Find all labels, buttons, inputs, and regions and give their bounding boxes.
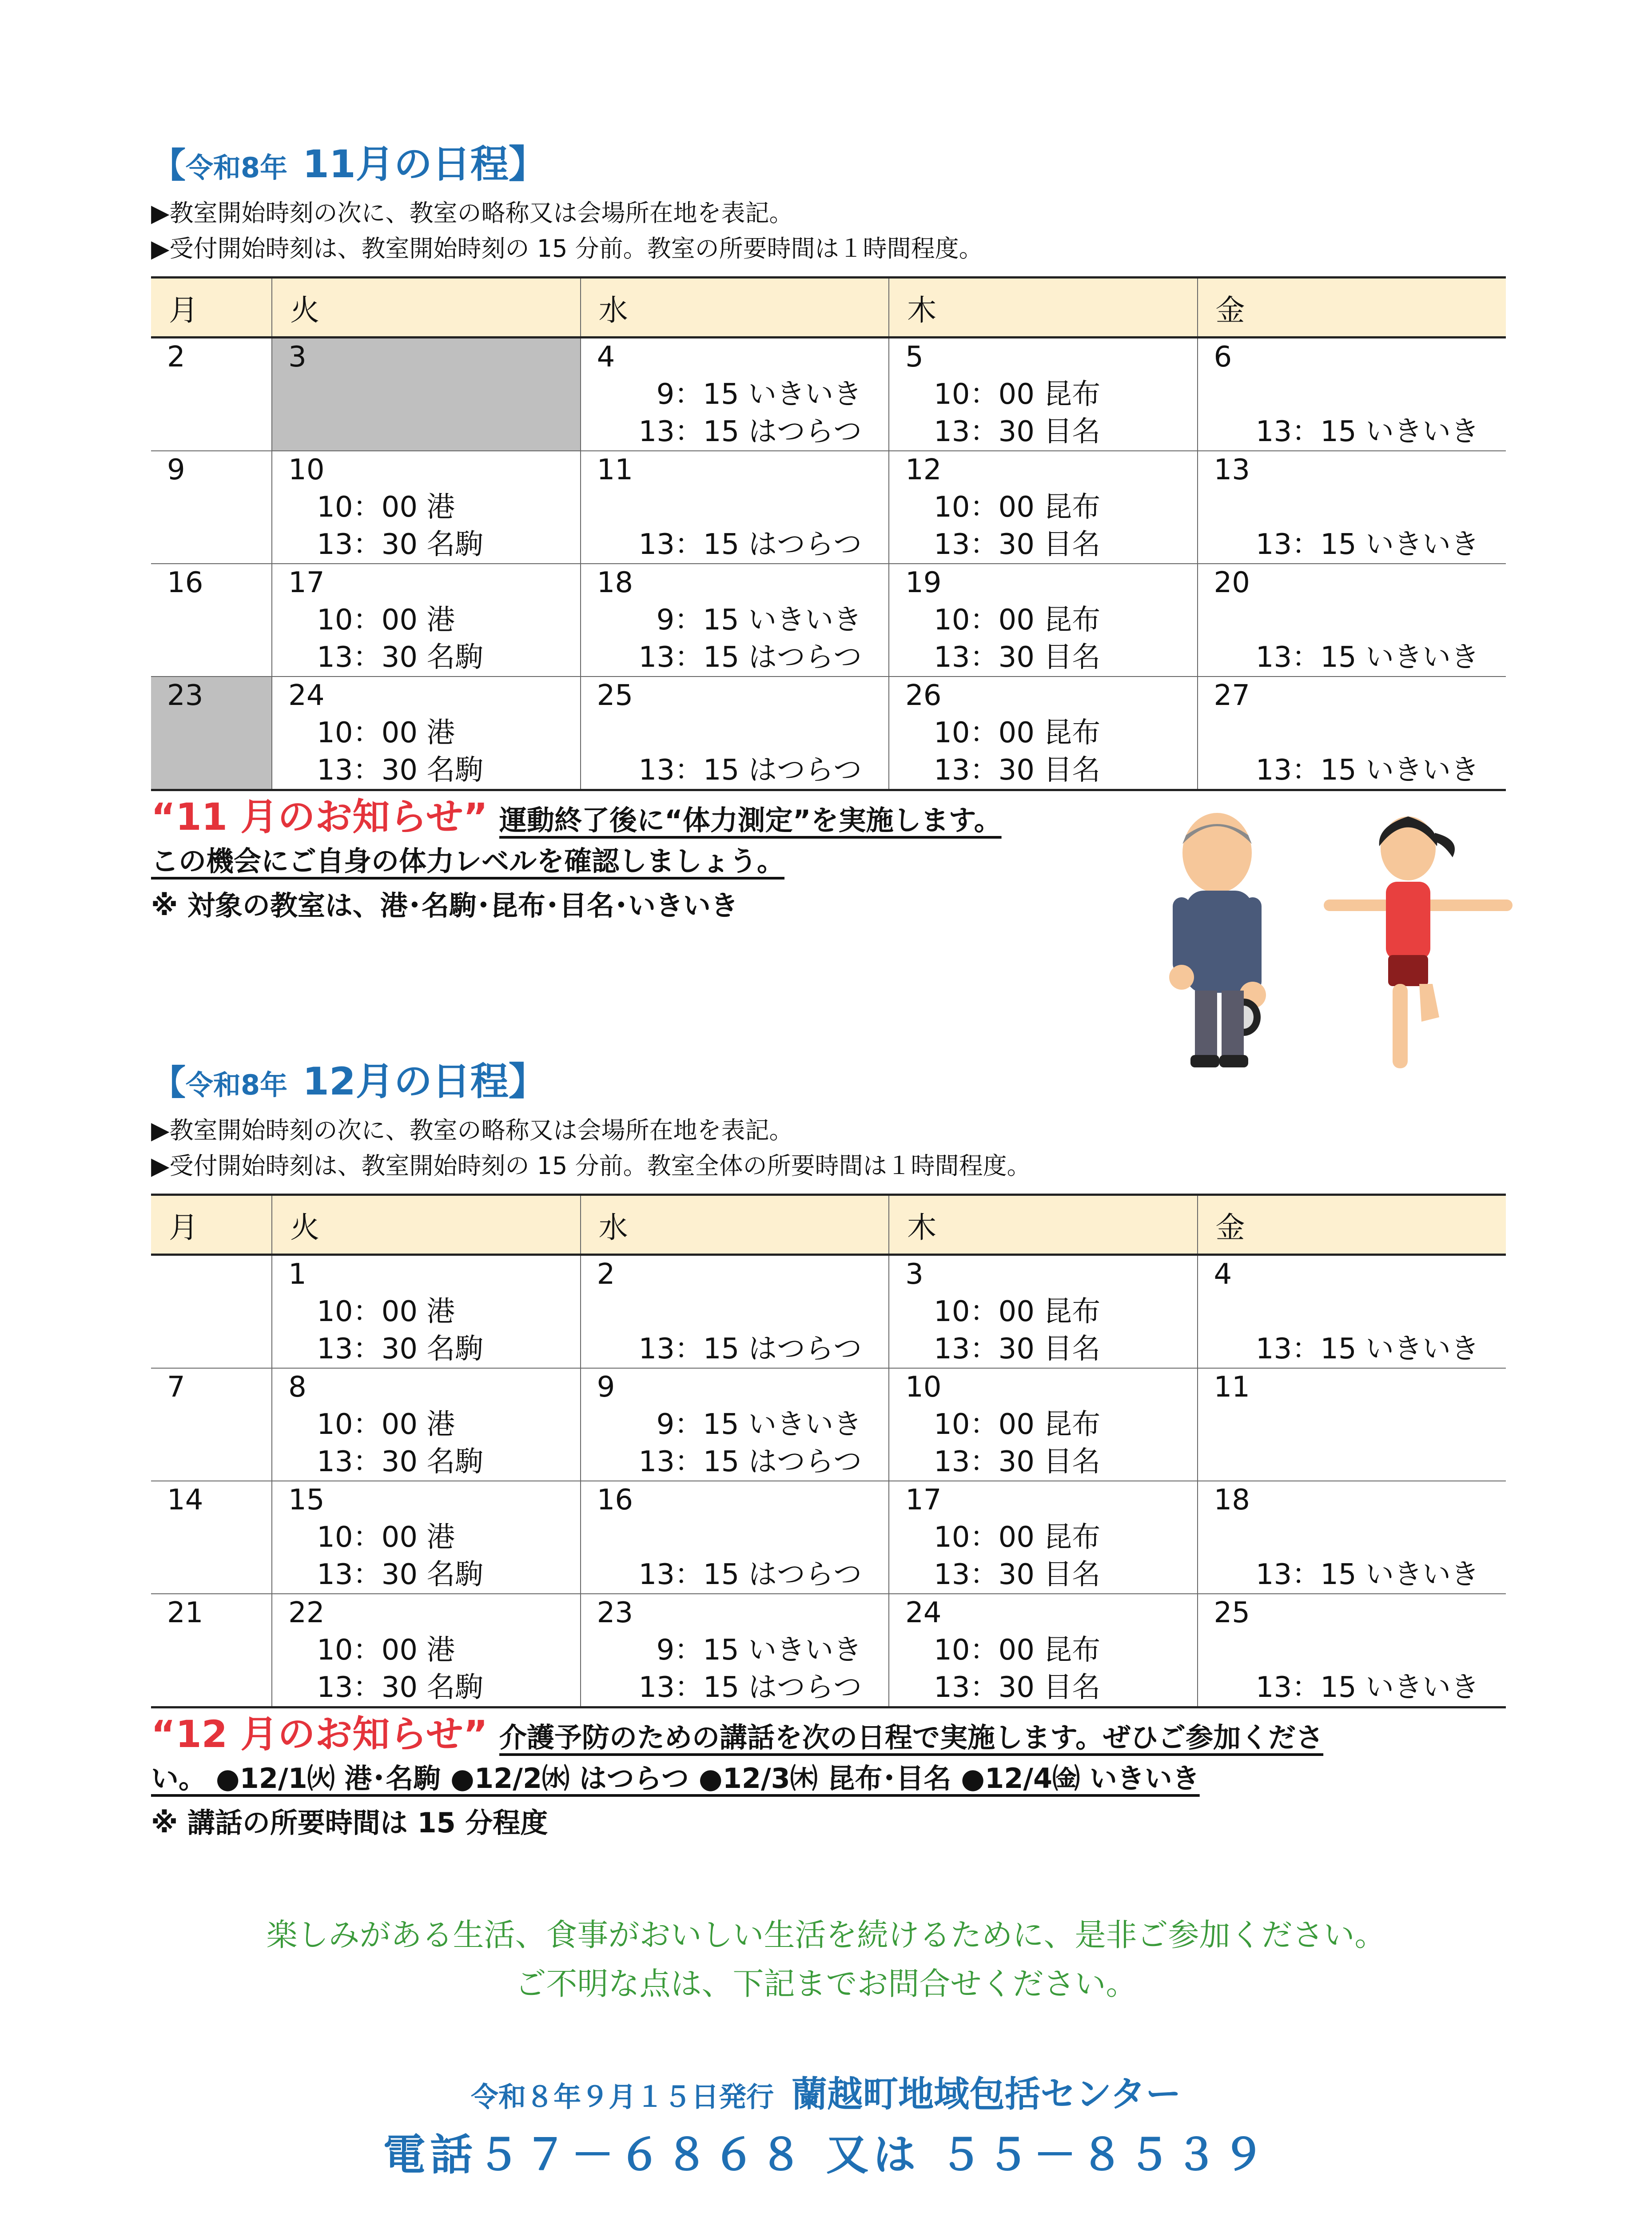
- table-row: [151, 451, 1506, 564]
- day-cell: 5 10：00 昆布 13：30 目名: [889, 338, 1197, 451]
- day-cell: 17 10：00 港 13：30 名駒: [272, 564, 580, 677]
- day-cell: 11: [1198, 1368, 1506, 1481]
- day-cell: 10 10：00 港 13：30 名駒: [272, 451, 580, 564]
- day-cell: 15 10：00 港 13：30 名駒: [272, 1481, 580, 1594]
- day-cell: 18 13：15 いきいき: [1198, 1481, 1506, 1594]
- issuer-line: [0, 2066, 1652, 2117]
- november-note-1: ▶教室開始時刻の次に、教室の略称又は会場所在地を表記。: [151, 199, 793, 227]
- day-cell: 25 13：15 いきいき: [1198, 1594, 1506, 1708]
- december-title: 【令和8年 12月の日程】: [151, 1059, 547, 1104]
- day-cell: 17 10：00 昆布 13：30 目名: [889, 1481, 1197, 1594]
- notice-heading: “12 月のお知らせ”: [151, 1712, 488, 1756]
- day-cell: 20 13：15 いきいき: [1198, 564, 1506, 677]
- table-row: [151, 1368, 1506, 1481]
- table-row: [151, 677, 1506, 790]
- header-fri: 金: [1198, 1195, 1506, 1255]
- day-cell: 11 13：15 はつらつ: [581, 451, 889, 564]
- day-cell: 8 10：00 港 13：30 名駒: [272, 1368, 580, 1481]
- day-cell: [151, 1255, 272, 1369]
- november-calendar: [151, 276, 1506, 791]
- november-title: 【令和8年 11月の日程】: [151, 142, 547, 187]
- day-cell: 21: [151, 1594, 272, 1708]
- day-cell: 7: [151, 1368, 272, 1481]
- day-cell: 26 10：00 昆布 13：30 目名: [889, 677, 1197, 790]
- table-row: [151, 564, 1506, 677]
- day-cell: 27 13：15 いきいき: [1198, 677, 1506, 790]
- issue-date: 令和８年９月１５日発行: [471, 2081, 774, 2113]
- day-cell: 2: [151, 338, 272, 451]
- header-tue: 火: [272, 278, 580, 338]
- day-cell: 6 13：15 いきいき: [1198, 338, 1506, 451]
- day-cell: 25 13：15 はつらつ: [581, 677, 889, 790]
- day-cell: 4 13：15 いきいき: [1198, 1255, 1506, 1369]
- header-thu: 木: [889, 1195, 1197, 1255]
- girl-figure: [1324, 816, 1513, 1068]
- day-cell-holiday: 3: [272, 338, 580, 451]
- day-cell: 24 10：00 港 13：30 名駒: [272, 677, 580, 790]
- day-cell: 18 9：15 いきいき 13：15 はつらつ: [581, 564, 889, 677]
- man-figure: [1169, 813, 1266, 1067]
- organization-name: 蘭越町地域包括センター: [792, 2074, 1181, 2115]
- day-cell: 22 10：00 港 13：30 名駒: [272, 1594, 580, 1708]
- day-cell-holiday: 23: [151, 677, 272, 790]
- day-cell: 16: [151, 564, 272, 677]
- december-note-2: ▶受付開始時刻は、教室開始時刻の 15 分前。教室全体の所要時間は１時間程度。: [151, 1152, 1031, 1180]
- table-row: [151, 1594, 1506, 1708]
- fitness-test-illustration: [1155, 808, 1528, 1075]
- day-cell: 24 10：00 昆布 13：30 目名: [889, 1594, 1197, 1708]
- header-wed: 水: [581, 1195, 889, 1255]
- day-cell: 9: [151, 451, 272, 564]
- day-cell: 2 13：15 はつらつ: [581, 1255, 889, 1369]
- closing-message-2: ご不明な点は、下記までお問合せください。: [515, 1966, 1137, 2002]
- table-row: [151, 338, 1506, 451]
- header-wed: 水: [581, 278, 889, 338]
- header-mon: 月: [151, 1195, 272, 1255]
- day-cell: 23 9：15 いきいき 13：15 はつらつ: [581, 1594, 889, 1708]
- header-tue: 火: [272, 1195, 580, 1255]
- november-note-2: ▶受付開始時刻は、教室開始時刻の 15 分前。教室の所要時間は１時間程度。: [151, 235, 983, 263]
- december-note-1: ▶教室開始時刻の次に、教室の略称又は会場所在地を表記。: [151, 1116, 793, 1144]
- day-cell: 13 13：15 いきいき: [1198, 451, 1506, 564]
- day-cell: 12 10：00 昆布 13：30 目名: [889, 451, 1197, 564]
- december-section: [151, 1051, 1506, 1845]
- day-cell: 3 10：00 昆布 13：30 目名: [889, 1255, 1197, 1369]
- day-cell: 14: [151, 1481, 272, 1594]
- notice-heading: “11 月のお知らせ”: [151, 795, 488, 839]
- november-notice: “11 月のお知らせ” 運動終了後に“体力測定”を実施します。 この機会にご自身の体力レベルを確認しましょう。 ※ 対象の教室は、港･名駒･昆布･目名･いきいき: [151, 795, 1002, 922]
- day-cell: 1 10：00 港 13：30 名駒: [272, 1255, 580, 1369]
- table-row: [151, 1481, 1506, 1594]
- day-cell: 10 10：00 昆布 13：30 目名: [889, 1368, 1197, 1481]
- day-cell: 4 9：15 いきいき 13：15 はつらつ: [581, 338, 889, 451]
- december-calendar: [151, 1194, 1506, 1708]
- closing-message-1: 楽しみがある生活、食事がおいしい生活を続けるために、是非ご参加ください。: [266, 1917, 1386, 1953]
- phone-number: 電話５７－６８６８ 又は ５５－８５３９: [383, 2130, 1269, 2180]
- day-cell: 9 9：15 いきいき 13：15 はつらつ: [581, 1368, 889, 1481]
- header-mon: 月: [151, 278, 272, 338]
- december-notice: “12 月のお知らせ” 介護予防のための講話を次の日程で実施します。ぜひご参加くださ い。 ●12/1㈫ 港･名駒 ●12/2㈬ はつらつ ●12/3㈭ 昆布･目名 ●12/4㈮ いきいき ※ 講話の所要時間は 15 分程度: [151, 1712, 1324, 1839]
- table-row: [151, 1255, 1506, 1369]
- header-thu: 木: [889, 278, 1197, 338]
- header-fri: 金: [1198, 278, 1506, 338]
- day-cell: 16 13：15 はつらつ: [581, 1481, 889, 1594]
- day-cell: 19 10：00 昆布 13：30 目名: [889, 564, 1197, 677]
